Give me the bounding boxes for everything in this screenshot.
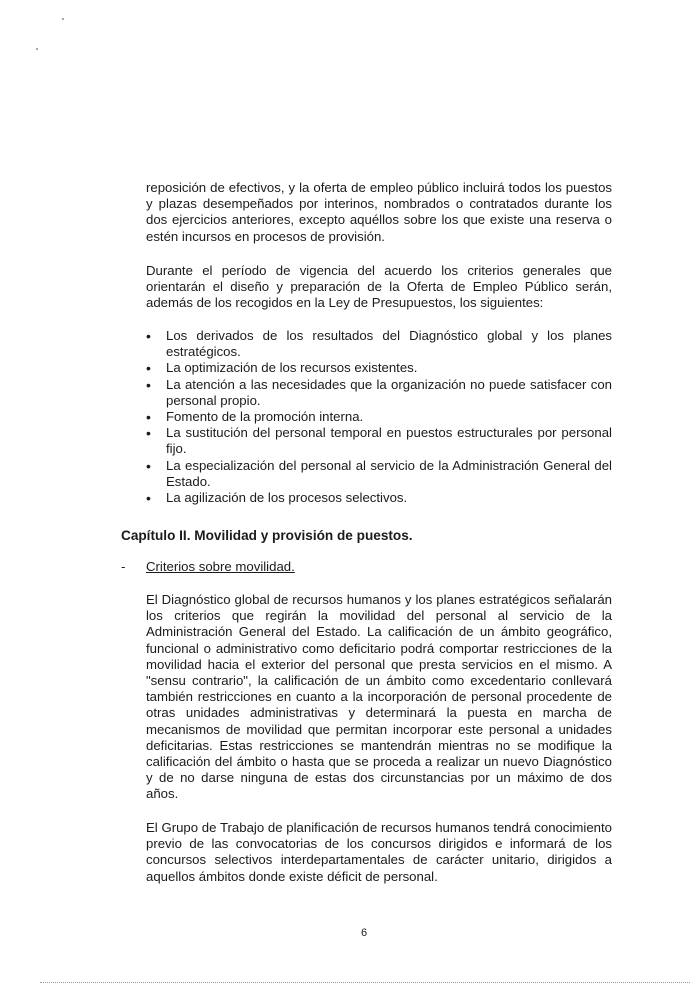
list-item: • La especialización del personal al servicio de la Administración General del Estado. <box>146 458 612 490</box>
list-item: • La atención a las necesidades que la organización no puede satisfacer con personal propio. <box>146 377 612 409</box>
chapter-heading: Capítulo II. Movilidad y provisión de puestos. <box>121 528 413 543</box>
paragraph-grupo-trabajo: El Grupo de Trabajo de planificación de recursos humanos tendrá conocimiento previo de las convocatorias de los concursos dirigidos e informará de los concursos selectivos interdepartamentales de carácter unitario, dirigidos a aquellos ámbitos donde existe déficit de personal. <box>146 820 612 884</box>
list-item: • Los derivados de los resultados del Diagnóstico global y los planes estratégicos. <box>146 328 612 360</box>
criteria-bullet-list <box>146 328 612 506</box>
paragraph-reposicion: reposición de efectivos, y la oferta de empleo público incluirá todos los puestos y plazas desempeñados por interinos, nombrados o contratados durante los dos ejercicios anteriores, excepto aquéllos sobre los que existe una reserva o estén incursos en procesos de provisión. <box>146 180 612 244</box>
paragraph-movilidad: El Diagnóstico global de recursos humanos y los planes estratégicos señalarán los criterios que regirán la movilidad del personal al servicio de la Administración General del Estado. La calificación de un ámbito geográfico, funcional o administrativo como deficitario podrá comportar restricciones de la movilidad hacia el exterior del personal que presta servicios en el mismo. A "sensu contrario", la calificación de un ámbito como excedentario conllevará también restricciones en cuanto a la incorporación de personal procedente de otras unidades administrativas y determinará la puesta en marcha de mecanismos de movilidad que permitan incorporar este personal a unidades deficitarias. Estas restricciones se mantendrán mientras no se modifique la calificación del ámbito o hasta que se proceda a realizar un nuevo Diagnóstico y de no darse ninguna de estas dos circunstancias por un máximo de dos años. <box>146 592 612 802</box>
paragraph-criterios-oferta: Durante el período de vigencia del acuerdo los criterios generales que orientarán el diseño y preparación de la Oferta de Empleo Público serán, además de los recogidos en la Ley de Presupuestos, los siguientes: <box>146 263 612 311</box>
list-item: • La sustitución del personal temporal en puestos estructurales por personal fijo. <box>146 425 612 457</box>
scan-speck <box>62 18 64 20</box>
list-item: • La optimización de los recursos existentes. <box>146 360 612 376</box>
list-item: • La agilización de los procesos selectivos. <box>146 490 612 506</box>
list-item: • Fomento de la promoción interna. <box>146 409 612 425</box>
scan-border-line <box>40 982 690 983</box>
section-heading: Criterios sobre movilidad. <box>146 559 295 574</box>
scan-speck <box>36 48 38 50</box>
page-number: 6 <box>360 927 368 939</box>
section-dash: - <box>121 559 126 574</box>
